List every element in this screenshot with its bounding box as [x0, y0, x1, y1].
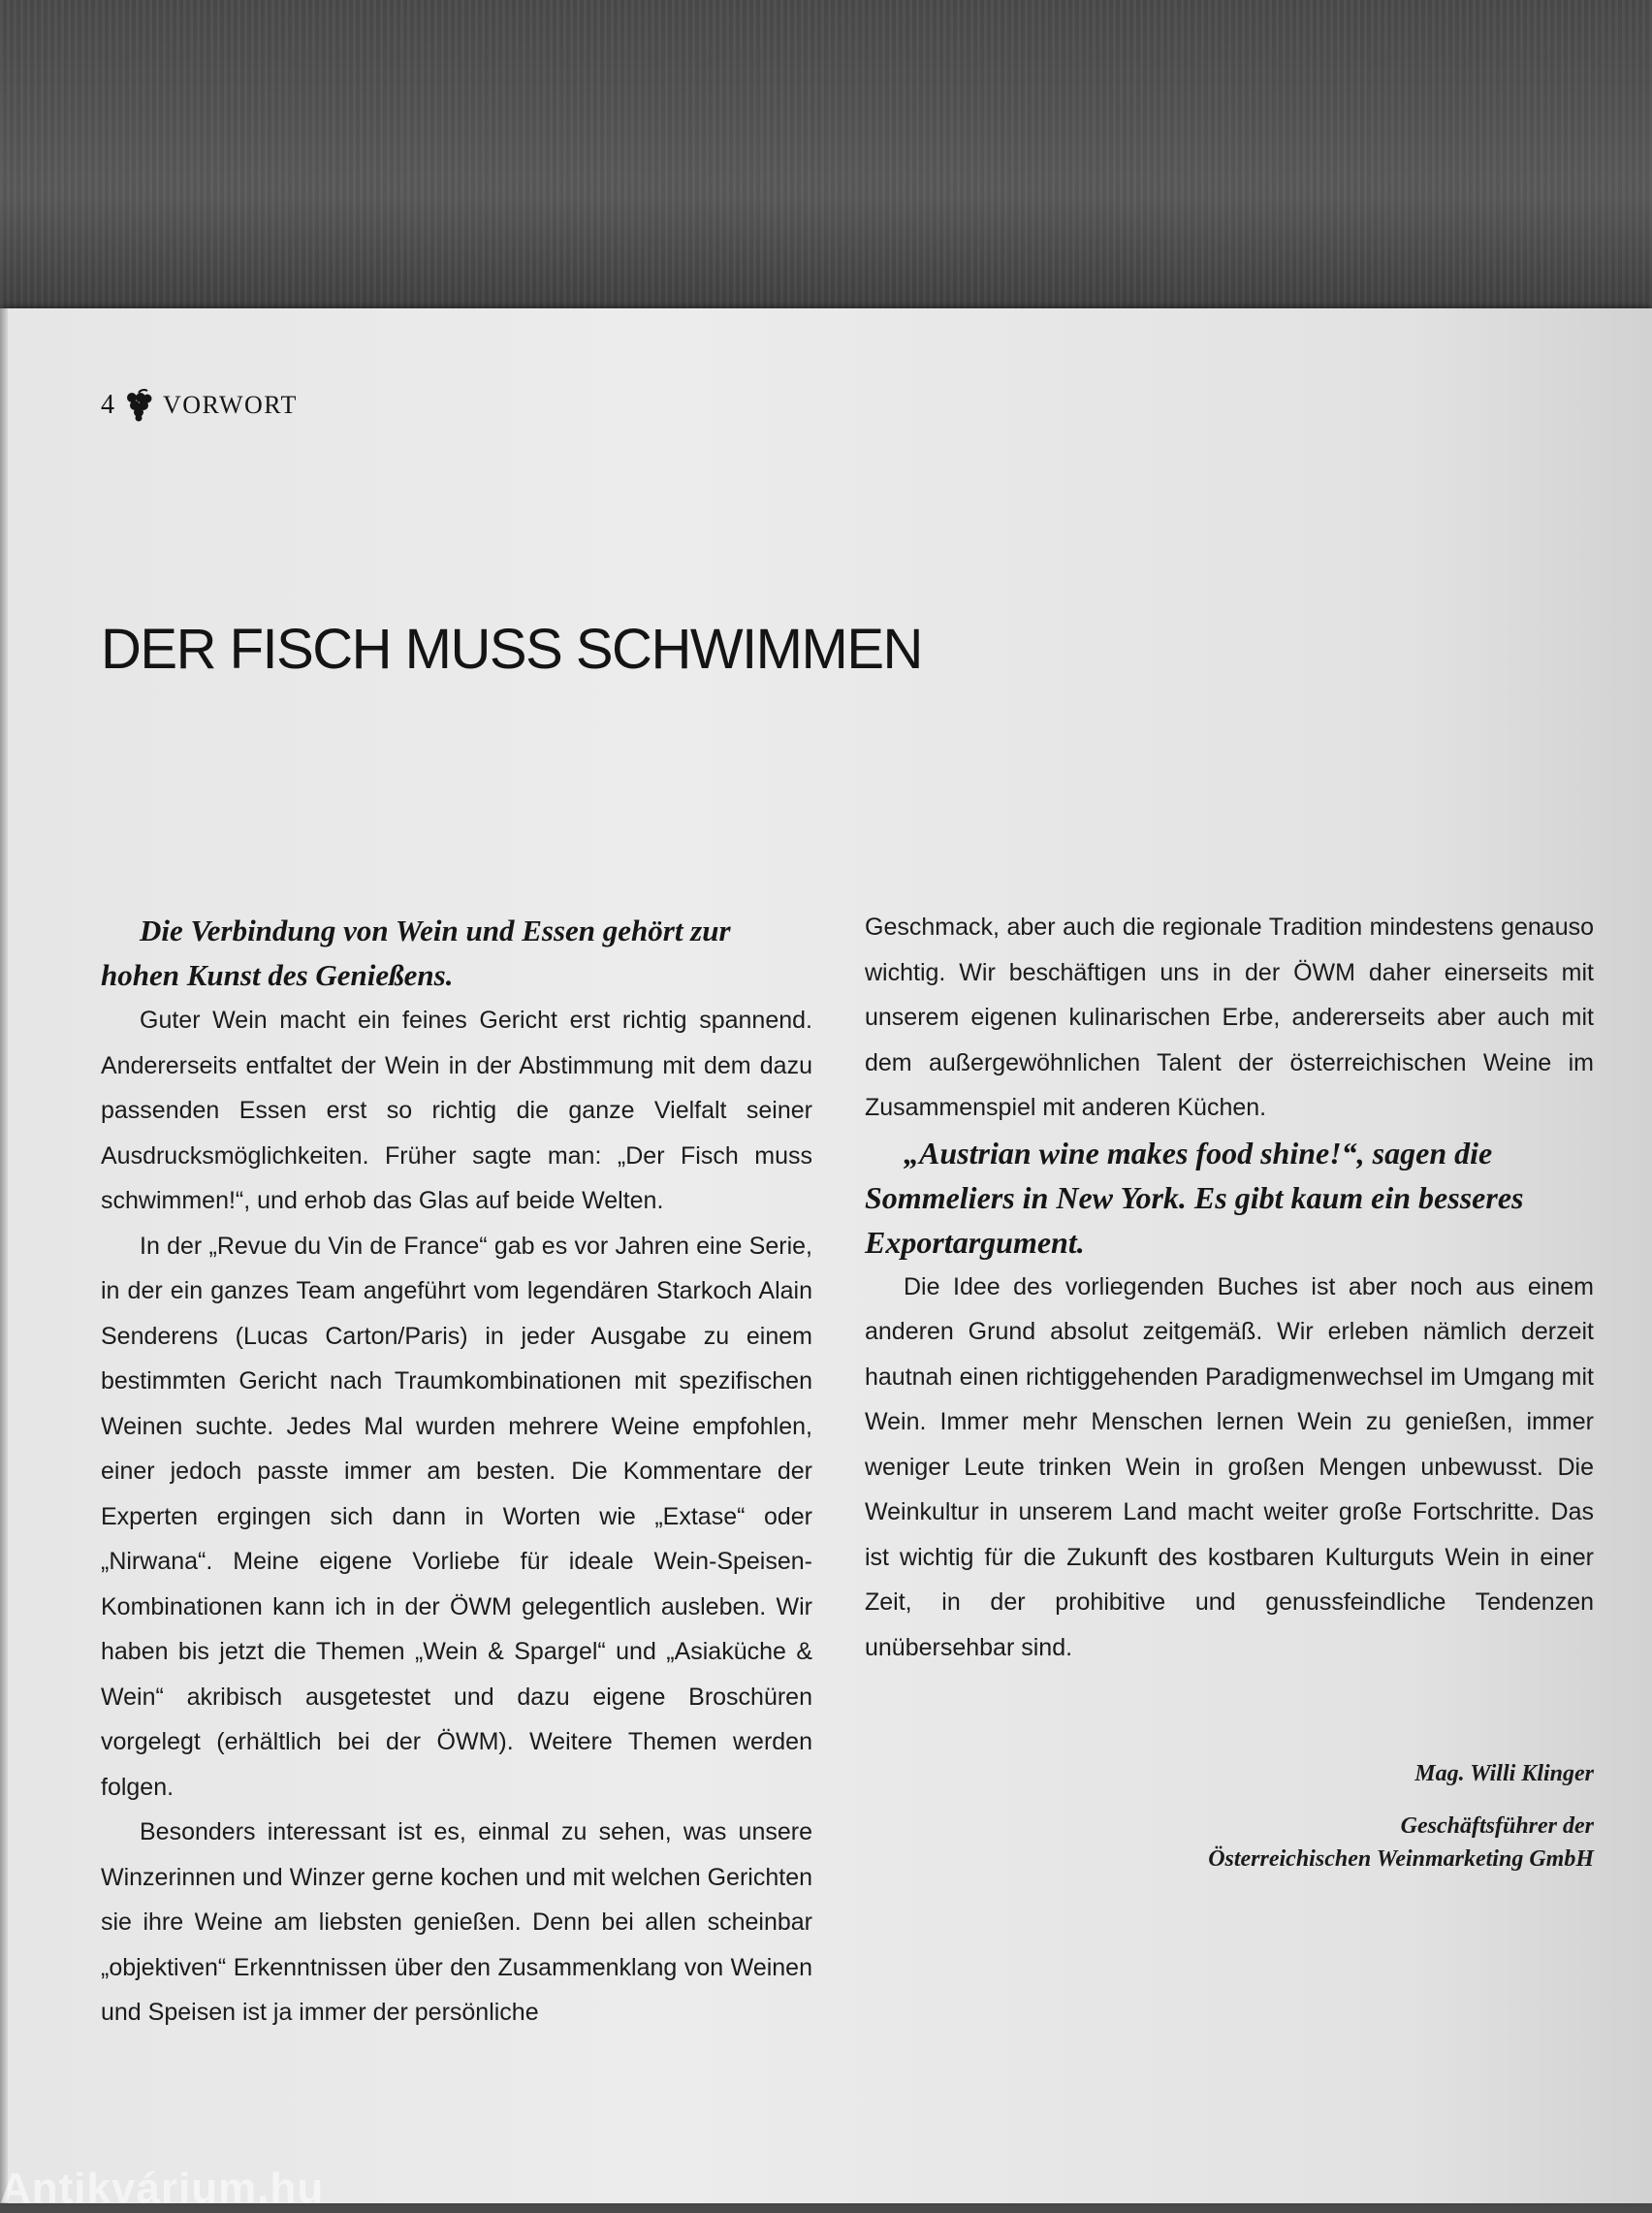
lead-paragraph: Die Verbindung von Wein und Essen gehört zur hohen Kunst des Genießens.	[101, 914, 731, 992]
watermark: Antikvárium.hu	[0, 2165, 325, 2212]
section-label: VORWORT	[163, 391, 298, 419]
table-background	[0, 0, 1652, 320]
page-edge	[0, 308, 8, 2203]
running-head	[101, 386, 298, 425]
signature-organization: Österreichischen Weinmarketing GmbH	[1208, 1846, 1594, 1872]
body-paragraph: In der „Revue du Vin de France“ gab es vor Jahren eine Serie, in der ein ganzes Team angeführt vom legendären Starkoch Alain Senderens (Lucas Carton/Paris) in jeder Ausgabe zu einem bestimmten Gericht nach Traumkombinationen mit spezifischen Weinen suchte. Jedes Mal wurden mehrere Weine empfohlen, einer jedoch passte immer am besten. Die Kommentare der Experten ergingen sich dann in Worten wie „Extase“ oder „Nirwana“. Meine eigene Vorliebe für ideale Wein-Speisen-Kombinationen kann ich in der ÖWM gelegentlich ausleben. Wir haben bis jetzt die Themen „Wein & Spargel“ und „Asiaküche & Wein“ akribisch ausgetestet und dazu eigene Broschüren vorgelegt (erhältlich bei der ÖWM). Weitere Themen werden folgen.	[101, 1232, 812, 1801]
body-paragraph-continuation: Geschmack, aber auch die regionale Tradition mindestens genauso wichtig. Wir beschäftigen uns in der ÖWM daher einerseits mit unserem eigenen kulinarischen Erbe, andererseits aber auch mit dem außergewöhnlichen Talent der österreichischen Weine im Zusammenspiel mit anderen Küchen.	[865, 914, 1594, 1121]
signature-name: Mag. Willi Klinger	[1414, 1761, 1594, 1786]
body-paragraph: Besonders interessant ist es, einmal zu sehen, was unsere Winzerinnen und Winzer gerne kochen und mit welchen Gerichten sie ihre Weine am liebsten genießen. Denn bei allen scheinbar „objektiven“ Erkenntnissen über den Zusammenklang von Weinen und Speisen ist ja immer der persönliche	[101, 1818, 812, 2026]
body-paragraph: Die Idee des vorliegenden Buches ist aber noch aus einem anderen Grund absolut zeitgemäß. Wir erleben nämlich derzeit hautnah einen richtiggehenden Paradigmenwechsel im Umgang mit Wein. Immer mehr Menschen lernen Wein zu genießen, immer weniger Leute trinken Wein in großen Mengen unbewusst. Die Weinkultur in unserem Land macht weiter große Fortschritte. Das ist wichtig für die Zukunft des kostbaren Kulturguts Wein in einer Zeit, in der prohibitive und genussfeindliche Tendenzen unübersehbar sind.	[865, 1272, 1594, 1661]
signature-role: Geschäftsführer der	[1400, 1813, 1594, 1839]
page-number: 4	[101, 390, 114, 420]
page-title: DER FISCH MUSS SCHWIMMEN	[101, 618, 922, 681]
right-column	[865, 905, 1594, 1670]
signature-block	[1208, 1757, 1594, 1876]
grape-icon	[124, 389, 153, 422]
left-column	[101, 909, 812, 2036]
body-paragraph: Guter Wein macht ein feines Gericht erst richtig spannend. Andererseits entfaltet der Wein in der Abstimmung mit dem dazu passenden Essen erst so richtig die ganze Vielfalt seiner Ausdrucksmöglichkeiten. Früher sagte man: „Der Fisch muss schwimmen!“, und erhob das Glas auf beide Welten.	[101, 1007, 812, 1214]
pull-quote: „Austrian wine makes food shine!“, sagen die Sommeliers in New York. Es gibt kaum ein besseres Exportargument.	[865, 1135, 1524, 1260]
